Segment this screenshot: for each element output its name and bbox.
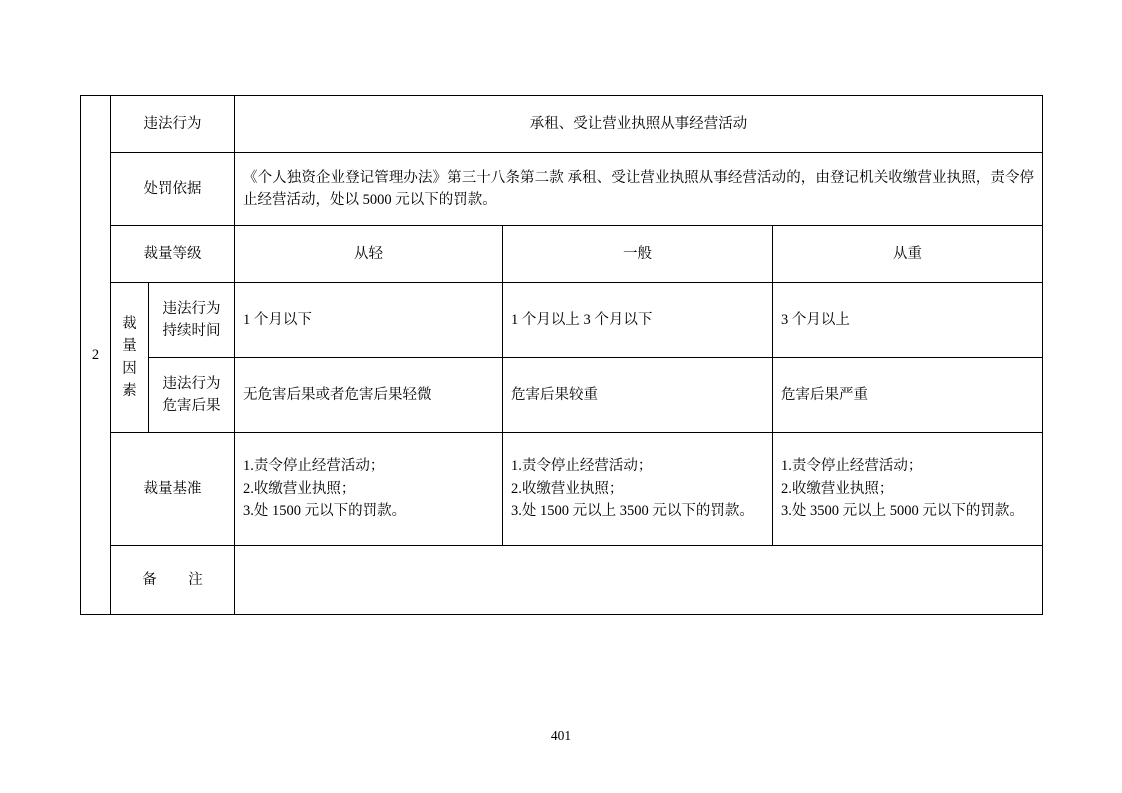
criteria-severe-line1: 1.责令停止经营活动； <box>781 458 923 475</box>
criteria-lenient-line1: 1.责令停止经营活动； <box>243 458 385 475</box>
factor-char-2: 量 <box>122 338 137 355</box>
harm-severe: 危害后果严重 <box>773 358 1043 433</box>
table-row-penalty-basis <box>81 153 1043 226</box>
table-row-discretion-level <box>81 226 1043 283</box>
factor-char-4: 素 <box>122 382 137 399</box>
penalty-basis-text: 《个人独资企业登记管理办法》第三十八条第二款 承租、受让营业执照从事经营活动的，由登记机关收缴营业执照，责令停止经营活动，处以 5000 元以下的罚款。 <box>235 153 1043 226</box>
level-lenient: 从轻 <box>235 226 503 283</box>
label-harm-line2: 危害后果 <box>162 398 221 414</box>
criteria-lenient-line2: 2.收缴营业执照； <box>243 480 356 497</box>
criteria-general-line3: 3.处 1500 元以上 3500 元以下的罚款。 <box>511 503 754 520</box>
row-index-cell: 2 <box>81 96 111 615</box>
criteria-general-line2: 2.收缴营业执照； <box>511 480 624 497</box>
label-harm-line1: 违法行为 <box>162 375 221 392</box>
table-row-violation <box>81 96 1043 153</box>
label-violation: 违法行为 <box>111 96 235 153</box>
duration-lenient: 1 个月以下 <box>235 283 503 358</box>
table-row-criteria <box>81 433 1043 546</box>
criteria-severe <box>773 433 1043 546</box>
criteria-severe-line2: 2.收缴营业执照； <box>781 480 894 497</box>
table-row-harm <box>81 358 1043 433</box>
table-row-duration <box>81 283 1043 358</box>
criteria-general <box>503 433 773 546</box>
remark-text <box>235 546 1043 615</box>
label-discretion-factors <box>111 283 149 433</box>
table-row-remark <box>81 546 1043 615</box>
label-penalty-basis: 处罚依据 <box>111 153 235 226</box>
label-duration-line1: 违法行为 <box>162 300 221 317</box>
duration-general: 1 个月以上 3 个月以下 <box>503 283 773 358</box>
duration-severe: 3 个月以上 <box>773 283 1043 358</box>
level-severe: 从重 <box>773 226 1043 283</box>
criteria-lenient-line3: 3.处 1500 元以下的罚款。 <box>243 503 407 520</box>
criteria-lenient <box>235 433 503 546</box>
factor-char-3: 因 <box>122 360 137 377</box>
criteria-severe-line3: 3.处 3500 元以上 5000 元以下的罚款。 <box>781 503 1024 520</box>
label-remark: 备 注 <box>111 546 235 615</box>
level-general: 一般 <box>503 226 773 283</box>
violation-text: 承租、受让营业执照从事经营活动 <box>235 96 1043 153</box>
harm-general: 危害后果较重 <box>503 358 773 433</box>
page-number: 401 <box>550 728 572 743</box>
label-duration <box>149 283 235 358</box>
label-duration-line2: 持续时间 <box>162 323 221 339</box>
factor-char-1: 裁 <box>122 315 137 332</box>
label-harm <box>149 358 235 433</box>
harm-lenient: 无危害后果或者危害后果轻微 <box>235 358 503 433</box>
discretion-benchmark-table <box>80 95 1043 615</box>
criteria-general-line1: 1.责令停止经营活动； <box>511 458 653 475</box>
label-discretion-level: 裁量等级 <box>111 226 235 283</box>
label-criteria: 裁量基准 <box>111 433 235 546</box>
